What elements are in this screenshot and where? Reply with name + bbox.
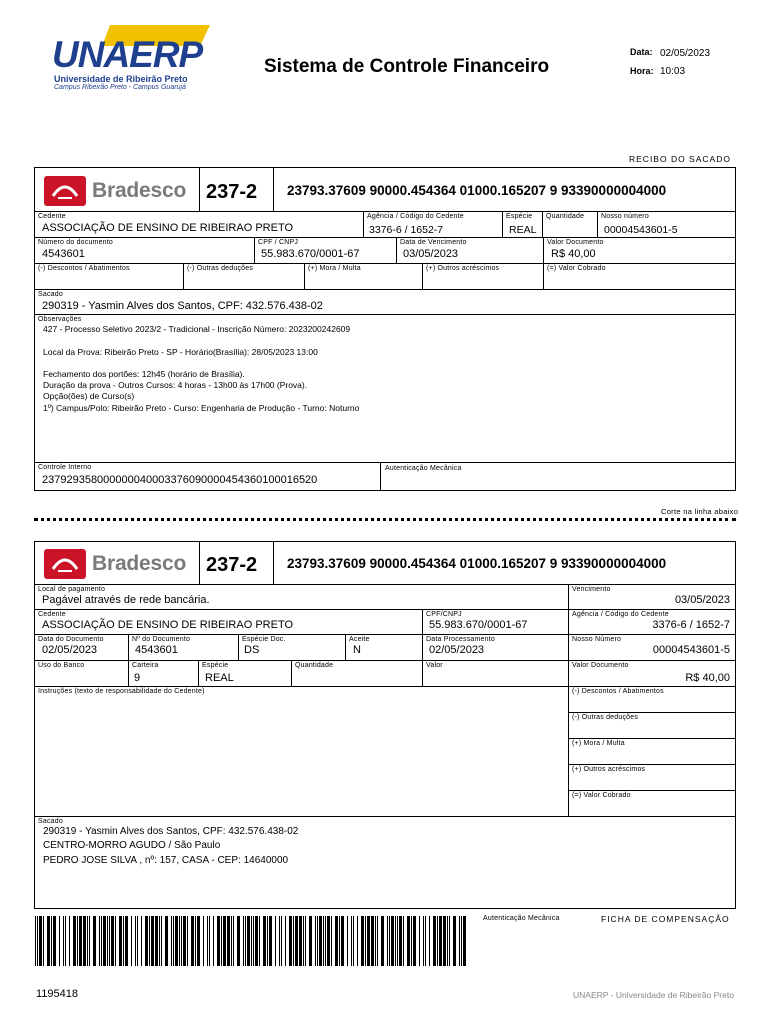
recibo-obs-line-2: Local da Prova: Ribeirão Preto - SP - Horário(Brasília): 28/05/2023 13:00 [43, 347, 318, 357]
barcode-bar [303, 916, 304, 966]
cut-line [34, 518, 736, 521]
barcode-bar [59, 916, 60, 966]
barcode-bar [151, 916, 154, 966]
barcode-bar [175, 916, 178, 966]
ficha-vencimento-value: 03/05/2023 [674, 594, 730, 606]
ficha-outros-acrescimos-label: (+) Outros acréscimos [572, 766, 646, 773]
ficha-data-proc-label: Data Processamento [426, 636, 495, 643]
barcode-bar [453, 916, 456, 966]
barcode-bar [335, 916, 338, 966]
barcode-bar [425, 916, 426, 966]
recibo-sacado-label: Sacado [38, 291, 63, 298]
ficha-digitable-line: 23793.37609 90000.454364 01000.165207 9 93390000004000 [287, 556, 667, 571]
barcode-bar [237, 916, 240, 966]
barcode-bar [267, 916, 268, 966]
bradesco-wordmark: Bradesco [92, 179, 187, 202]
recibo-obs-line-4: Duração da prova - Outros Cursos: 4 horas - 13h00 às 17h00 (Prova). [43, 380, 308, 390]
barcode-bar [411, 916, 412, 966]
barcode-bar [53, 916, 56, 966]
recibo-obs-label: Observações [38, 316, 82, 323]
barcode-bar [123, 916, 124, 966]
ficha-quantidade-label: Quantidade [295, 662, 334, 669]
barcode-bar [47, 916, 50, 966]
barcode-bar [231, 916, 232, 966]
barcode-bar [155, 916, 158, 966]
barcode-bar [181, 916, 182, 966]
barcode-bar [397, 916, 398, 966]
barcode-bar [327, 916, 330, 966]
ficha-sacado-label: Sacado [38, 818, 63, 825]
barcode-bar [131, 916, 132, 966]
barcode-bar [137, 916, 138, 966]
barcode-bar [269, 916, 272, 966]
barcode-bar [361, 916, 364, 966]
barcode-bar [101, 916, 102, 966]
recibo-bradesco-logo [44, 176, 186, 206]
recibo-mora-label: (+) Mora / Multa [308, 265, 361, 272]
ficha-agencia-value: 3376-6 / 1652-7 [652, 619, 730, 631]
recibo-outras-deducoes-label: (-) Outras deduções [187, 265, 254, 272]
barcode-bar [253, 916, 254, 966]
ficha-sacado-line-2: CENTRO-MORRO AGUDO / São Paulo [43, 840, 221, 851]
barcode-bar [51, 916, 52, 966]
barcode-bar [43, 916, 44, 966]
barcode-bar [195, 916, 196, 966]
barcode-bar [255, 916, 258, 966]
barcode-bar [295, 916, 298, 966]
ficha-cpf-label: CPF/CNPJ [426, 611, 462, 618]
recibo-controle-label: Controle Interno [38, 464, 92, 471]
barcode-bar [125, 916, 128, 966]
ficha-especie-doc-value: DS [244, 644, 260, 656]
barcode-bar [317, 916, 318, 966]
barcode-bar [191, 916, 194, 966]
ficha-nosso-numero-label: Nosso Número [572, 636, 622, 643]
barcode-bar [251, 916, 252, 966]
cut-label: Corte na linha abaixo [661, 507, 739, 516]
recibo-autenticacao-label: Autenticação Mecânica [385, 465, 462, 472]
barcode-bar [423, 916, 424, 966]
barcode-bar [325, 916, 326, 966]
barcode-bar [309, 916, 312, 966]
barcode-bar [395, 916, 396, 966]
barcode-bar [331, 916, 332, 966]
barcode-bar [263, 916, 266, 966]
ficha-aceite-label: Aceite [349, 636, 370, 643]
ficha-sacado-line-1: 290319 - Yasmin Alves dos Santos, CPF: 432.576.438-02 [43, 826, 299, 837]
barcode-bar [403, 916, 404, 966]
barcode-bar [93, 916, 96, 966]
barcode-bar [209, 916, 210, 966]
ficha-uso-banco-label: Uso do Banco [38, 662, 85, 669]
recibo-digitable-line: 23793.37609 90000.454364 01000.165207 9 93390000004000 [287, 183, 667, 198]
barcode-bar [461, 916, 462, 966]
doc-number: 1195418 [36, 988, 79, 1000]
barcode-bar [443, 916, 446, 966]
barcode-bar [109, 916, 110, 966]
recibo-agencia-value: 3376-6 / 1652-7 [369, 224, 444, 236]
recibo-especie-value: REAL [509, 224, 537, 236]
barcode-bar [107, 916, 108, 966]
barcode-bar [279, 916, 280, 966]
barcode-bar [419, 916, 420, 966]
barcode-bar [367, 916, 370, 966]
barcode-bar [197, 916, 200, 966]
time-value: 10:03 [660, 66, 686, 77]
unaerp-logo-text: UNAERP [52, 34, 203, 75]
barcode-bar [221, 916, 222, 966]
recibo-cedente-label: Cedente [38, 213, 66, 220]
unaerp-logo-subtitle: Universidade de Ribeirão Preto [54, 74, 188, 84]
bradesco-wordmark: Bradesco [92, 552, 187, 575]
recibo-num-doc-value: 4543601 [42, 248, 85, 260]
barcode-bar [87, 916, 88, 966]
ficha-local-pag-value: Pagável através de rede bancária. [42, 594, 210, 606]
barcode-bar [165, 916, 168, 966]
barcode-bar [183, 916, 186, 966]
barcode-bar [35, 916, 36, 966]
ficha-mora-label: (+) Mora / Multa [572, 740, 625, 747]
barcode-bar [407, 916, 410, 966]
barcode-bar [433, 916, 436, 966]
recibo-num-doc-label: Número do documento [38, 239, 114, 246]
barcode-bar [245, 916, 246, 966]
ficha-num-doc-value: 4543601 [135, 644, 178, 656]
barcode-bar [173, 916, 174, 966]
page-title: Sistema de Controle Financeiro [264, 56, 550, 77]
bradesco-icon [44, 549, 86, 579]
barcode-bar [217, 916, 220, 966]
recibo-cedente-value: ASSOCIAÇÃO DE ENSINO DE RIBEIRAO PRETO [42, 222, 294, 234]
ficha-especie-doc-label: Espécie Doc. [242, 636, 286, 643]
ficha-data-doc-label: Data do Documento [38, 636, 104, 643]
time-label: Hora: [630, 66, 654, 76]
barcode-bar [171, 916, 172, 966]
ficha-num-doc-label: Nº do Documento [132, 636, 191, 643]
barcode-bar [187, 916, 188, 966]
barcode-bar [159, 916, 160, 966]
barcode-bar [437, 916, 438, 966]
ficha-valor-doc-value: R$ 40,00 [685, 672, 730, 684]
barcode-bar [285, 916, 286, 966]
barcode-bar [115, 916, 116, 966]
ficha-autenticacao-label: Autenticação Mecânica [483, 915, 560, 922]
barcode [35, 916, 470, 966]
recibo-outros-acrescimos-label: (+) Outros acréscimos [426, 265, 500, 272]
barcode-bar [259, 916, 260, 966]
barcode-bar [387, 916, 388, 966]
ficha-valor-doc-label: Valor Documento [572, 662, 629, 669]
barcode-bar [227, 916, 230, 966]
recibo-valor-cobrado-label: (=) Valor Cobrado [547, 265, 606, 272]
barcode-bar [39, 916, 42, 966]
barcode-bar [315, 916, 316, 966]
recibo-title: RECIBO DO SACADO [629, 154, 731, 164]
barcode-bar [79, 916, 82, 966]
barcode-bar [141, 916, 142, 966]
recibo-nosso-numero-value: 00004543601-5 [604, 224, 678, 236]
recibo-valor-doc-value: R$ 40,00 [551, 248, 596, 260]
barcode-bar [319, 916, 322, 966]
barcode-bar [275, 916, 276, 966]
recibo-bank-code: 237-2 [206, 181, 258, 203]
recibo-obs-line-3: Fechamento dos portões: 12h45 (horário de Brasília). [43, 369, 245, 379]
recibo-obs-line-5: Opção(ões) de Curso(s) [43, 391, 135, 401]
barcode-bar [341, 916, 344, 966]
recibo-sacado-value: 290319 - Yasmin Alves dos Santos, CPF: 432.576.438-02 [42, 300, 323, 312]
recibo-valor-doc-label: Valor Documento [547, 239, 604, 246]
barcode-bar [347, 916, 348, 966]
barcode-bar [429, 916, 430, 966]
ficha-agencia-label: Agência / Código do Cedente [572, 611, 669, 618]
recibo-obs-line-1: 427 - Processo Seletivo 2023/2 - Tradicional - Inscrição Número: 2023200242609 [43, 324, 351, 334]
barcode-bar [89, 916, 90, 966]
ficha-outras-deducoes-label: (-) Outras deduções [572, 714, 639, 721]
barcode-bar [63, 916, 64, 966]
unaerp-logo-campus: Campus Ribeirão Preto - Campus Guarujá [54, 84, 186, 91]
ficha-bradesco-logo [44, 549, 186, 579]
barcode-bar [365, 916, 366, 966]
barcode-bar [119, 916, 122, 966]
recibo-agencia-label: Agência / Código do Cedente [367, 213, 464, 220]
barcode-bar [305, 916, 306, 966]
barcode-bar [213, 916, 214, 966]
barcode-bar [323, 916, 324, 966]
barcode-bar [413, 916, 416, 966]
recibo-nosso-numero-label: Nosso número [601, 213, 649, 220]
bradesco-icon [44, 176, 86, 206]
barcode-bar [377, 916, 378, 966]
ficha-cpf-value: 55.983.670/0001-67 [429, 619, 528, 631]
barcode-bar [161, 916, 162, 966]
ficha-vencimento-label: Vencimento [572, 586, 611, 593]
barcode-bar [103, 916, 106, 966]
barcode-bar [223, 916, 226, 966]
ficha-carteira-value: 9 [134, 672, 141, 684]
ficha-nosso-numero-value: 00004543601-5 [652, 644, 730, 656]
recibo-obs-line-6: 1º) Campus/Polo: Ribeirão Preto - Curso: Engenharia de Produção - Turno: Noturno [43, 403, 360, 413]
ficha-valor-cobrado-label: (=) Valor Cobrado [572, 792, 631, 799]
barcode-bar [65, 916, 66, 966]
ficha-local-pag-label: Local de pagamento [38, 586, 106, 593]
barcode-bar [351, 916, 352, 966]
ficha-cedente-value: ASSOCIAÇÃO DE ENSINO DE RIBEIRAO PRETO [42, 619, 294, 631]
ficha-instrucoes-label: Instruções (texto de responsabilidade do Cedente) [38, 688, 205, 695]
ficha-aceite-value: N [353, 644, 361, 656]
barcode-bar [207, 916, 208, 966]
barcode-bar [389, 916, 390, 966]
barcode-bar [371, 916, 374, 966]
barcode-bar [37, 916, 38, 966]
unaerp-logo [50, 22, 215, 94]
barcode-bar [281, 916, 282, 966]
barcode-bar [149, 916, 150, 966]
barcode-bar [391, 916, 394, 966]
barcode-bar [69, 916, 70, 966]
ficha-title: FICHA DE COMPENSAÇÃO [601, 914, 730, 924]
ficha-valor-label: Valor [426, 662, 443, 669]
barcode-bar [381, 916, 384, 966]
barcode-bar [447, 916, 448, 966]
barcode-bar [375, 916, 376, 966]
barcode-bar [439, 916, 442, 966]
barcode-bar [463, 916, 466, 966]
barcode-bar [179, 916, 180, 966]
barcode-bar [399, 916, 402, 966]
barcode-bar [353, 916, 354, 966]
ficha-data-doc-value: 02/05/2023 [42, 644, 98, 656]
barcode-bar [73, 916, 76, 966]
ficha-descontos-label: (-) Descontos / Abatimentos [572, 688, 664, 695]
barcode-bar [99, 916, 100, 966]
barcode-bar [293, 916, 294, 966]
barcode-bar [77, 916, 78, 966]
ficha-data-proc-value: 02/05/2023 [429, 644, 485, 656]
barcode-bar [145, 916, 148, 966]
barcode-bar [135, 916, 136, 966]
ficha-bank-code: 237-2 [206, 554, 258, 576]
barcode-bar [233, 916, 234, 966]
barcode-bar [449, 916, 450, 966]
recibo-cpf-label: CPF / CNPJ [258, 239, 299, 246]
barcode-bar [357, 916, 358, 966]
barcode-bar [459, 916, 460, 966]
recibo-especie-label: Espécie [506, 213, 533, 220]
ficha-cedente-label: Cedente [38, 611, 66, 618]
recibo-cpf-value: 55.983.670/0001-67 [261, 248, 360, 260]
barcode-bar [339, 916, 340, 966]
barcode-bar [247, 916, 250, 966]
barcode-bar [83, 916, 86, 966]
date-label: Data: [630, 47, 653, 57]
recibo-vencimento-label: Data de Vencimento [400, 239, 467, 246]
barcode-bar [299, 916, 302, 966]
barcode-bar [243, 916, 244, 966]
ficha-especie-label: Espécie [202, 662, 229, 669]
barcode-bar [203, 916, 204, 966]
footer-credit: UNAERP - Universidade de Ribeirão Preto [573, 990, 734, 1000]
recibo-quantidade-label: Quantidade [546, 213, 585, 220]
date-value: 02/05/2023 [660, 48, 711, 59]
recibo-controle-value: 237929358000000040003376090000454360100016520 [42, 474, 318, 486]
barcode-bar [111, 916, 114, 966]
barcode-bar [289, 916, 292, 966]
ficha-carteira-label: Carteira [132, 662, 159, 669]
ficha-especie-value: REAL [205, 672, 234, 684]
recibo-descontos-label: (-) Descontos / Abatimentos [38, 265, 130, 272]
recibo-vencimento-value: 03/05/2023 [403, 248, 459, 260]
ficha-sacado-line-3: PEDRO JOSE SILVA , nº: 157, CASA - CEP: 14640000 [43, 855, 289, 866]
